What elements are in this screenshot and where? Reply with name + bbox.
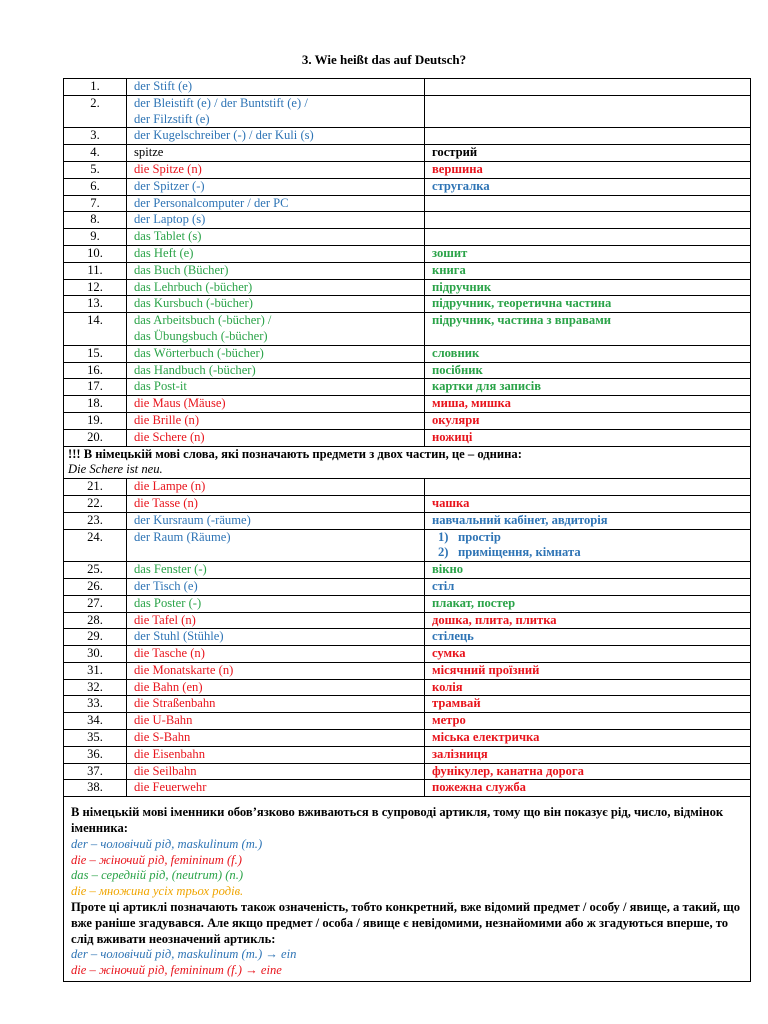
ukrainian-translation: підручник, теоретична частина: [425, 296, 751, 313]
table-row: [64, 229, 751, 246]
table-row: [64, 512, 751, 529]
table-row: [64, 296, 751, 313]
vocabulary-table: [63, 78, 751, 982]
row-number: 33.: [64, 696, 127, 713]
german-word: die Eisenbahn: [127, 746, 425, 763]
meaning-list: [432, 530, 745, 562]
row-number: 6.: [64, 178, 127, 195]
notice-example: Die Schere ist neu.: [68, 462, 163, 477]
row-number: 30.: [64, 646, 127, 663]
ukrainian-translation: стілець: [425, 629, 751, 646]
row-number: 21.: [64, 479, 127, 496]
table-row: [64, 713, 751, 730]
german-word: das Fenster (-): [127, 562, 425, 579]
row-number: 7.: [64, 195, 127, 212]
row-number: 4.: [64, 145, 127, 162]
german-word: die Feuerwehr: [127, 780, 425, 797]
row-number: 8.: [64, 212, 127, 229]
row-number: 17.: [64, 379, 127, 396]
ukrainian-translation: підручник: [425, 279, 751, 296]
table-row: [64, 730, 751, 747]
row-number: 5.: [64, 161, 127, 178]
row-number: 37.: [64, 763, 127, 780]
ukrainian-translation: трамвай: [425, 696, 751, 713]
row-number: 11.: [64, 262, 127, 279]
singular-notice: [64, 446, 751, 479]
row-number: 35.: [64, 730, 127, 747]
table-row: [64, 595, 751, 612]
ukrainian-translation: вершина: [425, 161, 751, 178]
table-row: [64, 161, 751, 178]
row-number: 20.: [64, 429, 127, 446]
singular-notice-row: [64, 446, 751, 479]
german-word: das Heft (e): [127, 245, 425, 262]
ukrainian-translation: [425, 229, 751, 246]
table-row: [64, 746, 751, 763]
ukrainian-translation: словник: [425, 345, 751, 362]
article-das: das – середній рід, (neutrum) (n.): [71, 868, 244, 883]
table-row: [64, 262, 751, 279]
ukrainian-translation: сумка: [425, 646, 751, 663]
article-explanation: [64, 797, 751, 982]
table-row: [64, 145, 751, 162]
german-word: das Poster (-): [127, 595, 425, 612]
german-word: die Schere (n): [127, 429, 425, 446]
table-row: [64, 212, 751, 229]
ukrainian-translation: [425, 79, 751, 96]
german-word: der Bleistift (e) / der Buntstift (e) / der Filzstift (e): [127, 95, 425, 128]
row-number: 10.: [64, 245, 127, 262]
list-item: 2) приміщення, кімната: [438, 545, 581, 560]
page-title: 3. Wie heißt das auf Deutsch?: [301, 52, 467, 67]
german-word: der Stift (e): [127, 79, 425, 96]
row-number: 1.: [64, 79, 127, 96]
german-word: die Monatskarte (n): [127, 662, 425, 679]
table-row: [64, 379, 751, 396]
ukrainian-translation: залізниця: [425, 746, 751, 763]
row-number: 13.: [64, 296, 127, 313]
row-number: 25.: [64, 562, 127, 579]
table-row: [64, 396, 751, 413]
german-word: der Laptop (s): [127, 212, 425, 229]
article-plural: die – множина усіх трьох родів.: [71, 884, 244, 899]
row-number: 32.: [64, 679, 127, 696]
german-word: die Tasse (n): [127, 495, 425, 512]
row-number: 3.: [64, 128, 127, 145]
ukrainian-translation: фунікулер, канатна дорога: [425, 763, 751, 780]
ukrainian-translation: стіл: [425, 578, 751, 595]
row-number: 27.: [64, 595, 127, 612]
ukrainian-translation: колія: [425, 679, 751, 696]
table-row: [64, 195, 751, 212]
german-word: die Spitze (n): [127, 161, 425, 178]
german-word: der Raum (Räume): [127, 529, 425, 562]
german-word: das Wörterbuch (-bücher): [127, 345, 425, 362]
table-row: [64, 412, 751, 429]
table-row: [64, 362, 751, 379]
german-word: spitze: [127, 145, 425, 162]
table-row: [64, 495, 751, 512]
row-number: 34.: [64, 713, 127, 730]
german-word: die Lampe (n): [127, 479, 425, 496]
ukrainian-translation: метро: [425, 713, 751, 730]
ukrainian-translation: місячний проїзний: [425, 662, 751, 679]
german-word: der Stuhl (Stühle): [127, 629, 425, 646]
ukrainian-translation: вікно: [425, 562, 751, 579]
explanation-paragraph-2: Проте ці артиклі позначають також означеність, тобто конкретний, вже відомий предмет / особу / явище, а такий, що вже раніше згадувався. Але якщо предмет / особа / явище є невідомими, незнайомими або ж згадуються вперше, то слід вживати неозначений артикль:: [71, 900, 741, 946]
row-number: 14.: [64, 313, 127, 346]
table-row: [64, 178, 751, 195]
german-word: der Personalcomputer / der PC: [127, 195, 425, 212]
row-number: 19.: [64, 412, 127, 429]
german-word: das Arbeitsbuch (-bücher) / das Übungsbuch (-bücher): [127, 313, 425, 346]
list-item: 1) простір: [438, 529, 501, 544]
row-number: 29.: [64, 629, 127, 646]
ukrainian-translation: [425, 529, 751, 562]
row-number: 18.: [64, 396, 127, 413]
row-number: 36.: [64, 746, 127, 763]
ukrainian-translation: посібник: [425, 362, 751, 379]
ukrainian-translation: [425, 479, 751, 496]
table-row: [64, 279, 751, 296]
german-word: die Tasche (n): [127, 646, 425, 663]
vocab-rows-25-38: [64, 562, 751, 797]
german-word: die Tafel (n): [127, 612, 425, 629]
german-word: das Lehrbuch (-bücher): [127, 279, 425, 296]
german-word: das Kursbuch (-bücher): [127, 296, 425, 313]
row-number: 38.: [64, 780, 127, 797]
table-row: [64, 429, 751, 446]
german-word: der Tisch (e): [127, 578, 425, 595]
german-word: der Kugelschreiber (-) / der Kuli (s): [127, 128, 425, 145]
article-der: der – чоловічий рід, maskulinum (m.): [71, 836, 263, 851]
ukrainian-translation: навчальний кабінет, авдиторія: [425, 512, 751, 529]
table-row: [64, 578, 751, 595]
german-word: die S-Bahn: [127, 730, 425, 747]
notice-text: !!! В німецькій мові слова, які позначають предмети з двох частин, це – однина:: [68, 446, 522, 461]
ukrainian-translation: [425, 195, 751, 212]
table-row: [64, 479, 751, 496]
article-explanation-row: [64, 797, 751, 982]
table-row: [64, 562, 751, 579]
row-number: 15.: [64, 345, 127, 362]
vocabulary-table-frame: [63, 78, 750, 982]
table-row: [64, 529, 751, 562]
german-word: das Handbuch (-bücher): [127, 362, 425, 379]
row-number: 23.: [64, 512, 127, 529]
table-row: [64, 95, 751, 128]
vocab-rows-1-20: [64, 79, 751, 447]
row-number: 16.: [64, 362, 127, 379]
german-word: das Buch (Bücher): [127, 262, 425, 279]
german-word: die Maus (Mäuse): [127, 396, 425, 413]
ukrainian-translation: плакат, постер: [425, 595, 751, 612]
article-die: die – жіночий рід, femininum (f.): [71, 852, 242, 867]
ukrainian-translation: підручник, частина з вправами: [425, 313, 751, 346]
ukrainian-translation: міська електричка: [425, 730, 751, 747]
row-number: 24.: [64, 529, 127, 562]
table-row: [64, 780, 751, 797]
table-row: [64, 245, 751, 262]
row-number: 12.: [64, 279, 127, 296]
row-number: 31.: [64, 662, 127, 679]
ukrainian-translation: дошка, плита, плитка: [425, 612, 751, 629]
german-word: das Tablet (s): [127, 229, 425, 246]
german-word: die Brille (n): [127, 412, 425, 429]
ukrainian-translation: стругалка: [425, 178, 751, 195]
ukrainian-translation: [425, 95, 751, 128]
row-number: 9.: [64, 229, 127, 246]
table-row: [64, 662, 751, 679]
table-row: [64, 763, 751, 780]
table-row: [64, 313, 751, 346]
ukrainian-translation: [425, 128, 751, 145]
table-row: [64, 612, 751, 629]
row-number: 28.: [64, 612, 127, 629]
ukrainian-translation: миша, мишка: [425, 396, 751, 413]
german-word: der Kursraum (-räume): [127, 512, 425, 529]
ukrainian-translation: зошит: [425, 245, 751, 262]
ukrainian-translation: ножиці: [425, 429, 751, 446]
german-word: die Straßenbahn: [127, 696, 425, 713]
table-row: [64, 79, 751, 96]
ukrainian-translation: чашка: [425, 495, 751, 512]
table-row: [64, 679, 751, 696]
table-row: [64, 696, 751, 713]
table-row: [64, 629, 751, 646]
ukrainian-translation: картки для записів: [425, 379, 751, 396]
german-word: die U-Bahn: [127, 713, 425, 730]
german-word: die Bahn (en): [127, 679, 425, 696]
explanation-paragraph-1: В німецькій мові іменники обов’язково вживаються в супроводі артикля, тому що він показує рід, число, відмінок іменника:: [71, 805, 724, 836]
indefinite-die: die – жіночий рід, femininum (f.) → eine: [71, 963, 282, 978]
vocab-rows-21-23: [64, 479, 751, 529]
ukrainian-translation: [425, 212, 751, 229]
row-number: 22.: [64, 495, 127, 512]
german-word: der Spitzer (-): [127, 178, 425, 195]
ukrainian-translation: гострий: [425, 145, 751, 162]
german-word: das Post-it: [127, 379, 425, 396]
row-number: 2.: [64, 95, 127, 128]
table-row: [64, 128, 751, 145]
german-word: die Seilbahn: [127, 763, 425, 780]
indefinite-der: der – чоловічий рід, maskulinum (m.) → ein: [71, 947, 297, 962]
ukrainian-translation: окуляри: [425, 412, 751, 429]
ukrainian-translation: пожежна служба: [425, 780, 751, 797]
ukrainian-translation: книга: [425, 262, 751, 279]
table-row: [64, 345, 751, 362]
row-number: 26.: [64, 578, 127, 595]
table-row: [64, 646, 751, 663]
